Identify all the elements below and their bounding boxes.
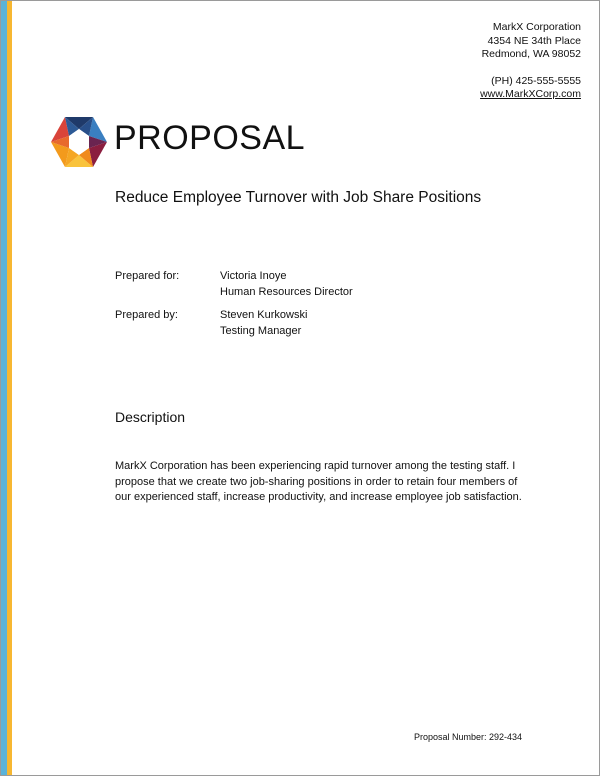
description-heading: Description <box>115 409 186 425</box>
page-title: PROPOSAL <box>114 119 306 157</box>
proposal-subtitle: Reduce Employee Turnover with Job Share Positions <box>115 189 482 206</box>
company-phone: (PH) 425-555-5555 <box>491 74 581 87</box>
prepared-for-label: Prepared for: <box>115 270 180 282</box>
company-street: 4354 NE 34th Place <box>487 34 581 47</box>
company-city: Redmond, WA 98052 <box>481 48 581 60</box>
proposal-number: Proposal Number: 292-434 <box>414 732 523 742</box>
left-yellow-stripe <box>7 1 12 775</box>
description-body: MarkX Corporation has been experiencing rapid turnover among the testing staff. I propose that we create two job-sharing positions in order to retain four members of our experienced staff, increase productivity, and increase employee job satisfaction. <box>115 460 522 503</box>
prepared-by-role: Testing Manager <box>220 324 302 337</box>
prepared-by-name: Steven Kurkowski <box>220 309 308 321</box>
company-website-link[interactable]: www.MarkXCorp.com <box>480 88 581 100</box>
hexagon-logo-icon <box>51 117 107 167</box>
prepared-by-label: Prepared by: <box>115 309 178 321</box>
company-name: MarkX Corporation <box>492 21 581 33</box>
prepared-for-role: Human Resources Director <box>220 285 353 298</box>
company-address-block <box>480 21 581 102</box>
prepared-for-name: Victoria Inoye <box>220 270 287 282</box>
